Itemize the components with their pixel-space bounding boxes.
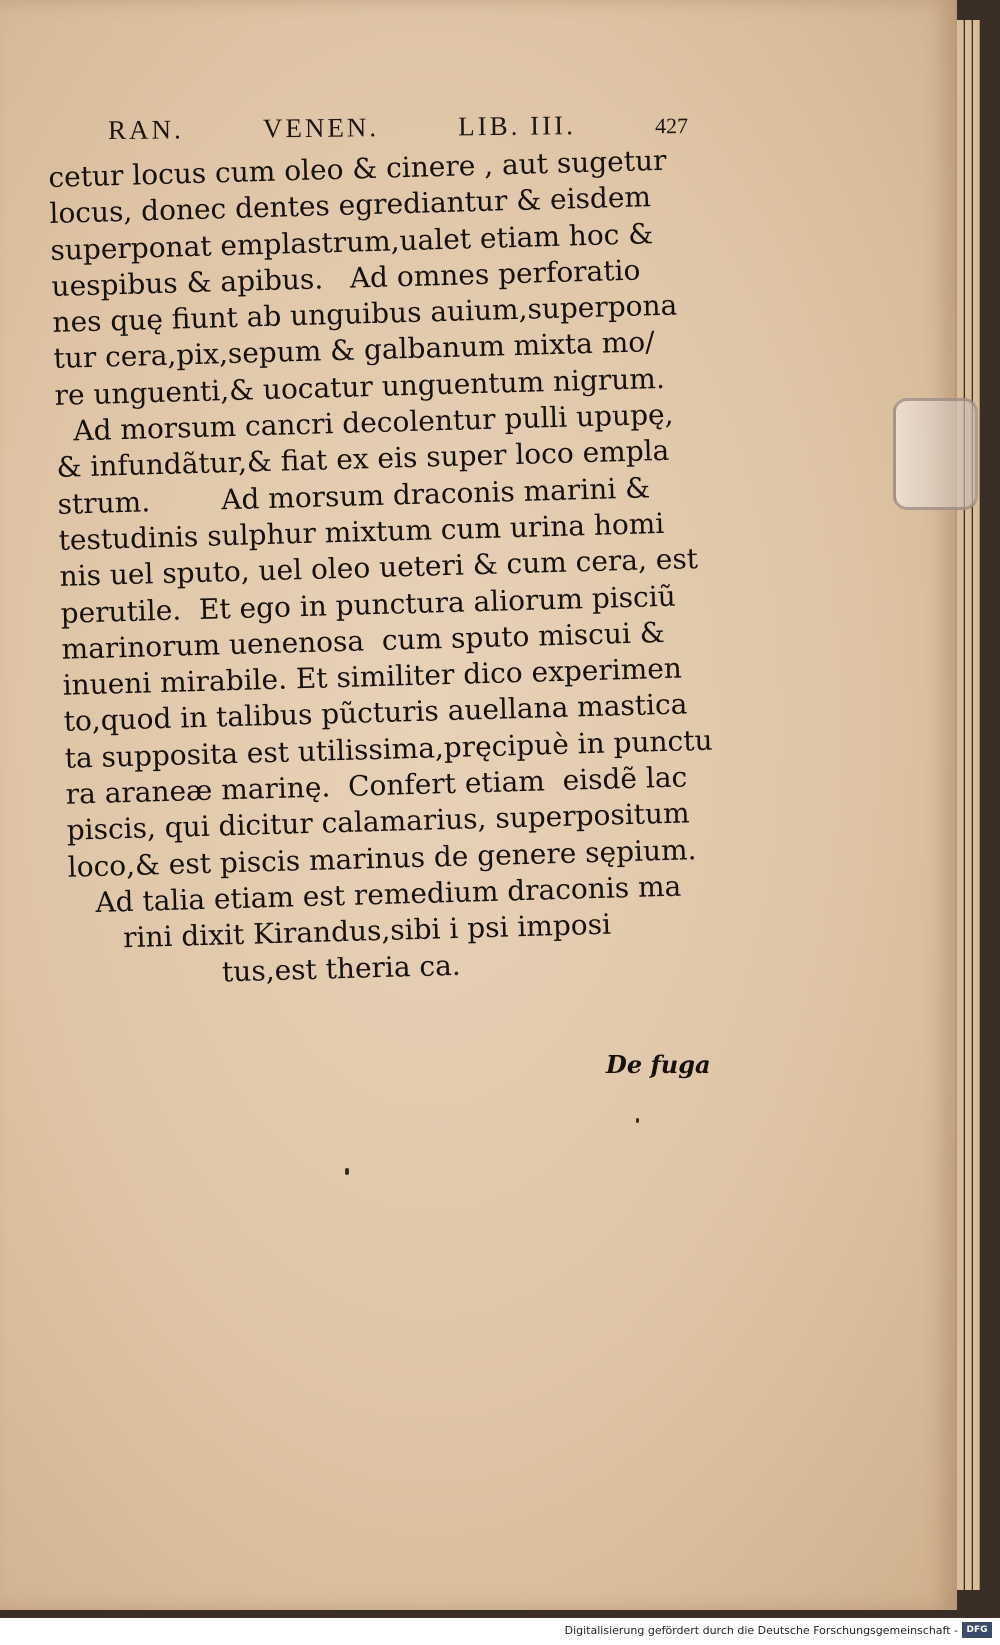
page-edge [965,20,972,1590]
funding-credit: Digitalisierung gefördert durch die Deutsche Forschungsgemeinschaft - [564,1624,958,1637]
text-line: tus,est theria ca. [70,948,462,993]
ink-speck [345,1168,349,1175]
text-line: marinorum uenenosa cum sputo miscui & [61,615,666,666]
text-line: Ad talia etiam est remedium draconis ma [68,869,682,920]
text-line: strum. Ad morsum draconis marini & [57,470,651,521]
text-line: Ad morsum cancri decolentur pulli upupę, [55,397,674,448]
text-line: superponat emplastrum,ualet etiam hoc & [50,216,654,267]
text-line: to,quod in talibus pũcturis auellana mastica [63,687,688,739]
ink-speck [636,1118,639,1123]
text-line: nis uel sputo, uel oleo ueteri & cum cera, est [59,542,699,594]
text-line: rini dixit Kirandus,sibi i psi imposi [69,907,612,956]
text-line: perutile. Et ego in punctura aliorum pisciũ [60,579,677,630]
text-line: loco,& est piscis marinus de genere sępium. [67,832,697,884]
running-header [108,109,688,146]
text-line: nes quę fiunt ab unguibus auium,superpona [52,288,678,340]
text-line: piscis, qui dicitur calamarius, superpositum [66,796,690,848]
running-title-part: VENEN. [262,112,380,144]
text-line: ta supposita est utilissima,pręcipuè in punctu [64,723,713,775]
page-edge [973,20,980,1590]
text-line: & infundãtur,& fiat ex eis super loco empla [56,434,670,485]
text-line: cetur locus cum oleo & cinere , aut sugetur [48,143,667,194]
text-line: tur cera,pix,sepum & galbanum mixta mo/ [53,325,656,376]
catchword: De fuga [606,1050,711,1079]
running-title-part: LIB. III. [458,110,577,142]
body-text [48,142,731,995]
text-line: locus, donec dentes egrediantur & eisdem [49,180,652,231]
text-line: testudinis sulphur mixtum cum urina homi [58,506,665,557]
folio-number: 427 [654,112,689,139]
page-edge [957,20,964,1590]
text-line: uespibus & apibus. Ad omnes perforatio [51,253,641,303]
text-line: re unguenti,& uocatur unguentum nigrum. [54,361,666,412]
digitization-footer [0,1618,1000,1645]
running-title-part: RAN. [107,114,184,146]
clip-tab [893,398,978,510]
text-line: inueni mirabile. Et similiter dico experimen [62,651,683,702]
dfg-logo: DFG [962,1622,992,1638]
text-line: ra araneæ marinę. Confert etiam eisdẽ lac [65,760,688,811]
